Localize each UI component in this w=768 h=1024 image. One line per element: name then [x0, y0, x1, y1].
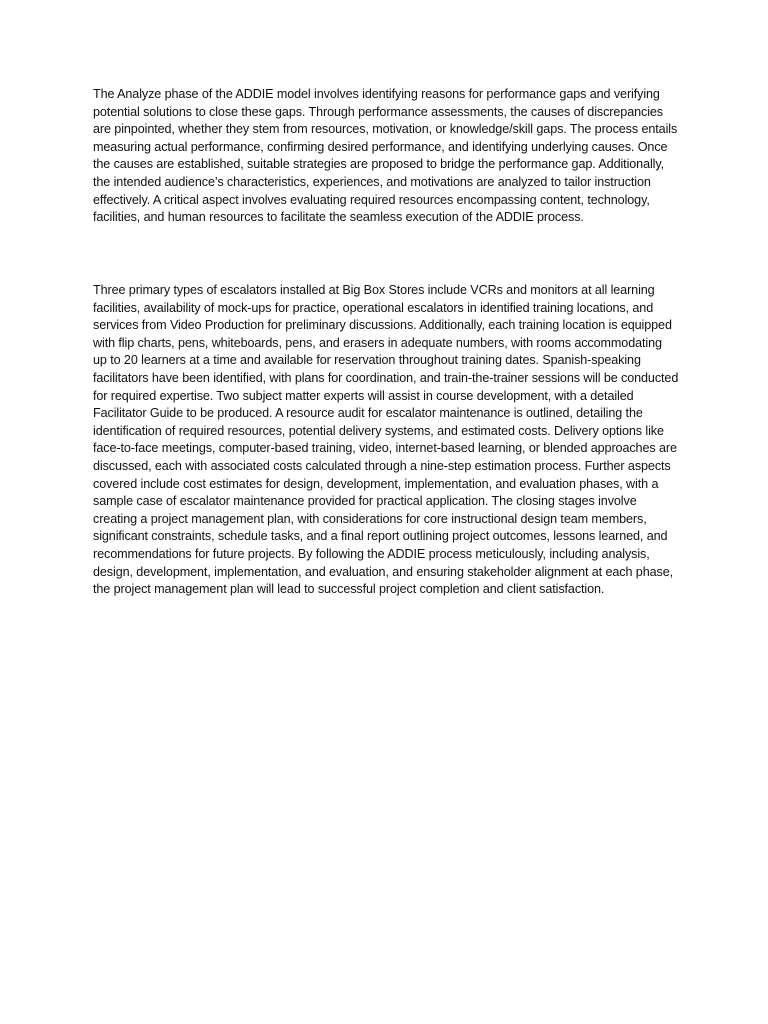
paragraph-analyze-phase: The Analyze phase of the ADDIE model involves identifying reasons for performance gaps and verifying potential solutions to close these gaps. Through performance assessments, the causes of discrepancies are pinpointed, whether they stem from resources, motivation, or knowledge/skill gaps. The process entails measuring actual performance, confirming desired performance, and identifying underlying causes. Once the causes are established, suitable strategies are proposed to bridge the performance gap. Additionally, the intended audience’s characteristics, experiences, and motivations are analyzed to tailor instruction effectively. A critical aspect involves evaluating required resources encompassing content, technology, facilities, and human resources to facilitate the seamless execution of the ADDIE process. [93, 87, 678, 225]
paragraph-escalator-resources: Three primary types of escalators installed at Big Box Stores include VCRs and monitors at all learning facilities, availability of mock-ups for practice, operational escalators in identified training locations, and services from Video Production for preliminary discussions. Additionally, each training location is equipped with flip charts, pens, whiteboards, pens, and erasers in adequate numbers, with rooms accommodating up to 20 learners at a time and available for reservation throughout training dates. Spanish-speaking facilitators have been identified, with plans for coordination, and train-the-trainer sessions will be conducted for required expertise. Two subject matter experts will assist in course development, with a detailed Facilitator Guide to be produced. A resource audit for escalator maintenance is outlined, detailing the identification of required resources, potential delivery systems, and estimated costs. Delivery options like face-to-face meetings, computer-based training, video, internet-based learning, or blended approaches are discussed, each with associated costs calculated through a nine-step estimation process. Further aspects covered include cost estimates for design, development, implementation, and evaluation phases, with a sample case of escalator maintenance provided for practical application. The closing stages involve creating a project management plan, with considerations for core instructional design team members, significant constraints, schedule tasks, and a final report outlining project outcomes, lessons learned, and recommendations for future projects. By following the ADDIE process meticulously, including analysis, design, development, implementation, and evaluation, and ensuring stakeholder alignment at each phase, the project management plan will lead to successful project completion and client satisfaction. [93, 283, 679, 597]
